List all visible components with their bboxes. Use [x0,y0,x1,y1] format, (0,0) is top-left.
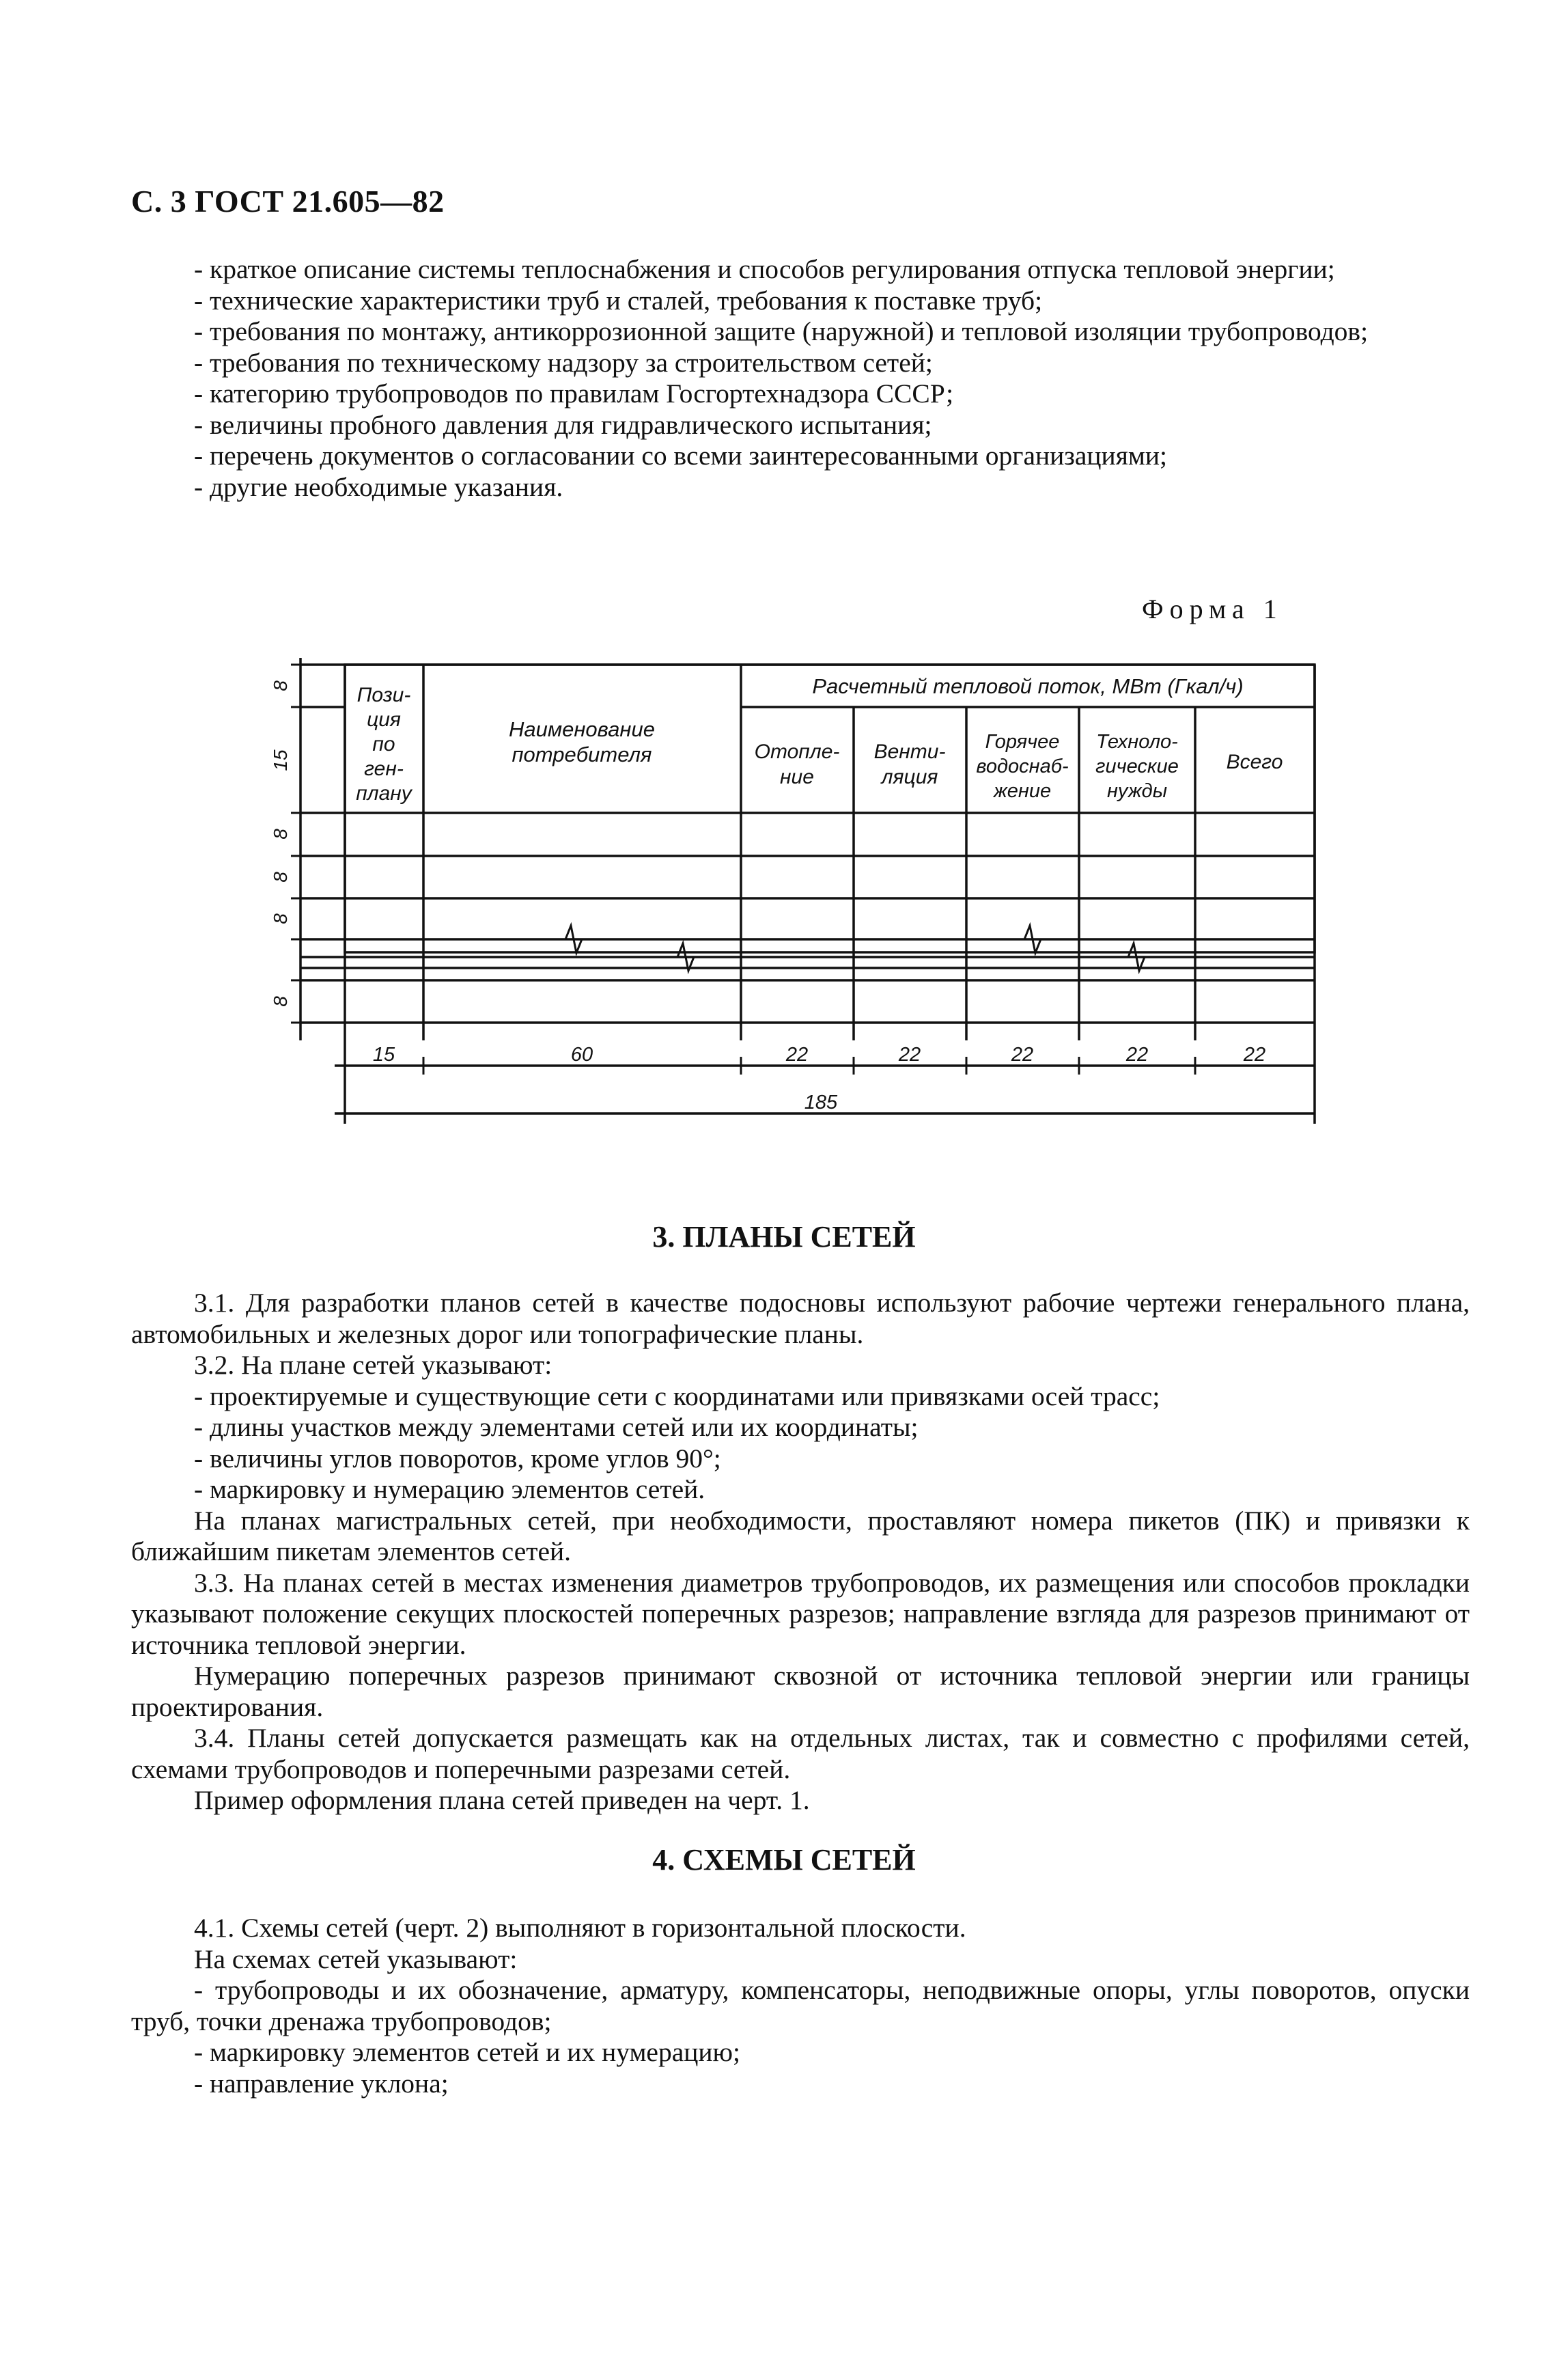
list-item: - категорию трубопроводов по правилам Госгортехнадзора СССР; [194,378,954,409]
sub-hot-water: водоснаб- [976,756,1069,777]
dim-width: 60 [570,1044,593,1066]
dim-width: 22 [785,1044,809,1066]
col-position-line: ген- [364,758,404,780]
col-position-line: по [372,733,395,756]
sub-heating: ние [780,766,814,788]
list-item: - другие необходимые указания. [194,471,563,502]
dim-width: 22 [1243,1044,1266,1066]
col-name-line: Наименование [509,717,655,741]
sub-technology: Техноло- [1096,731,1178,753]
col-position-line: Пози- [356,684,411,706]
dim-height: 8 [270,913,291,924]
dim-height: 8 [270,680,291,691]
paragraph: Пример оформления плана сетей приведен на черт. 1. [194,1785,810,1815]
list-item: - длины участков между элементами сетей или их координаты; [194,1412,919,1442]
list-item: - маркировку элементов сетей и их нумерацию; [194,2037,741,2067]
dim-height: 15 [270,749,291,771]
list-item: - технические характеристики труб и сталей, требования к поставке труб; [194,285,1043,316]
section-4-title: 4. СХЕМЫ СЕТЕЙ [652,1843,916,1877]
dim-width: 22 [1011,1044,1034,1066]
paragraph: 4.1. Схемы сетей (черт. 2) выполняют в горизонтальной плоскости. [194,1913,966,1943]
paragraph: 3.2. На плане сетей указывают: [194,1350,552,1380]
paragraph: 3.4. Планы сетей допускается размещать как на отдельных листах, так и совместно с профилями сетей, схемами трубопроводов и поперечными разрезами сетей. [131,1723,1470,1784]
sub-heating: Отопле- [754,740,840,763]
list-item: - величины углов поворотов, кроме углов 90°; [194,1443,721,1473]
section-4-body [131,1913,1470,2099]
dim-width: 15 [372,1044,395,1066]
list-item: - проектируемые и существующие сети с координатами или привязками осей трасс; [194,1381,1160,1411]
list-item: - маркировку и нумерацию элементов сетей. [194,1474,705,1504]
col-position-line: плану [356,782,412,805]
dim-width: 22 [898,1044,921,1066]
list-item: - трубопроводы и их обозначение, арматуру, компенсаторы, неподвижные опоры, углы поворотов, опуски труб, точки дренажа трубопроводов; [131,1975,1470,2036]
sub-technology: нужды [1106,780,1168,802]
paragraph: На схемах сетей указывают: [194,1943,518,1974]
sub-hot-water: Горячее [985,731,1060,753]
form-label: Форма 1 [1142,594,1283,624]
section-3-body [131,1288,1470,1816]
list-item: - перечень документов о согласовании со всеми заинтересованными организациями; [194,441,1167,471]
dim-height: 8 [270,996,291,1007]
page-header: С. 3 ГОСТ 21.605—82 [131,184,445,219]
col-position-line: ция [367,708,401,731]
sub-ventilation: ляция [881,766,938,788]
list-item: - величины пробного давления для гидравлического испытания; [194,409,932,440]
dim-height: 8 [270,829,291,840]
dim-height: 8 [270,872,291,883]
sub-total: Всего [1226,751,1283,773]
list-item: - направление уклона; [194,2068,449,2099]
sub-technology: гические [1095,756,1179,777]
paragraph: 3.1. Для разработки планов сетей в качестве подосновы используют рабочие чертежи генерального плана, автомобильных и железных дорог или топографические планы. [131,1288,1470,1349]
group-header: Расчетный тепловой поток, МВт (Гкал/ч) [812,674,1244,698]
dim-total-width: 185 [804,1092,838,1113]
dim-width: 22 [1125,1044,1149,1066]
paragraph: На планах магистральных сетей, при необходимости, проставляют номера пикетов (ПК) и привязки к ближайшим пикетам элементов сетей. [131,1505,1470,1566]
form-table-drawing [260,652,1332,1137]
paragraph: Нумерацию поперечных разрезов принимают сквозной от источника тепловой энергии или границы проектирования. [131,1661,1470,1722]
list-item: - требования по техническому надзору за строительством сетей; [194,347,933,378]
col-name-line: потребителя [512,743,652,766]
sub-ventilation: Венти- [873,740,946,763]
paragraph: 3.3. На планах сетей в местах изменения диаметров трубопроводов, их размещения или способов прокладки указывают положение секущих плоскостей поперечных разрезов; направление взгляда для разрезов принимают от источника тепловой энергии. [131,1567,1470,1660]
list-item: - требования по монтажу, антикоррозионной защите (наружной) и тепловой изоляции трубопроводов; [194,316,1369,346]
intro-list [131,254,1470,503]
list-item: - краткое описание системы теплоснабжения и способов регулирования отпуска тепловой энергии; [194,254,1335,284]
section-3-title: 3. ПЛАНЫ СЕТЕЙ [652,1220,916,1254]
sub-hot-water: жение [993,780,1052,802]
